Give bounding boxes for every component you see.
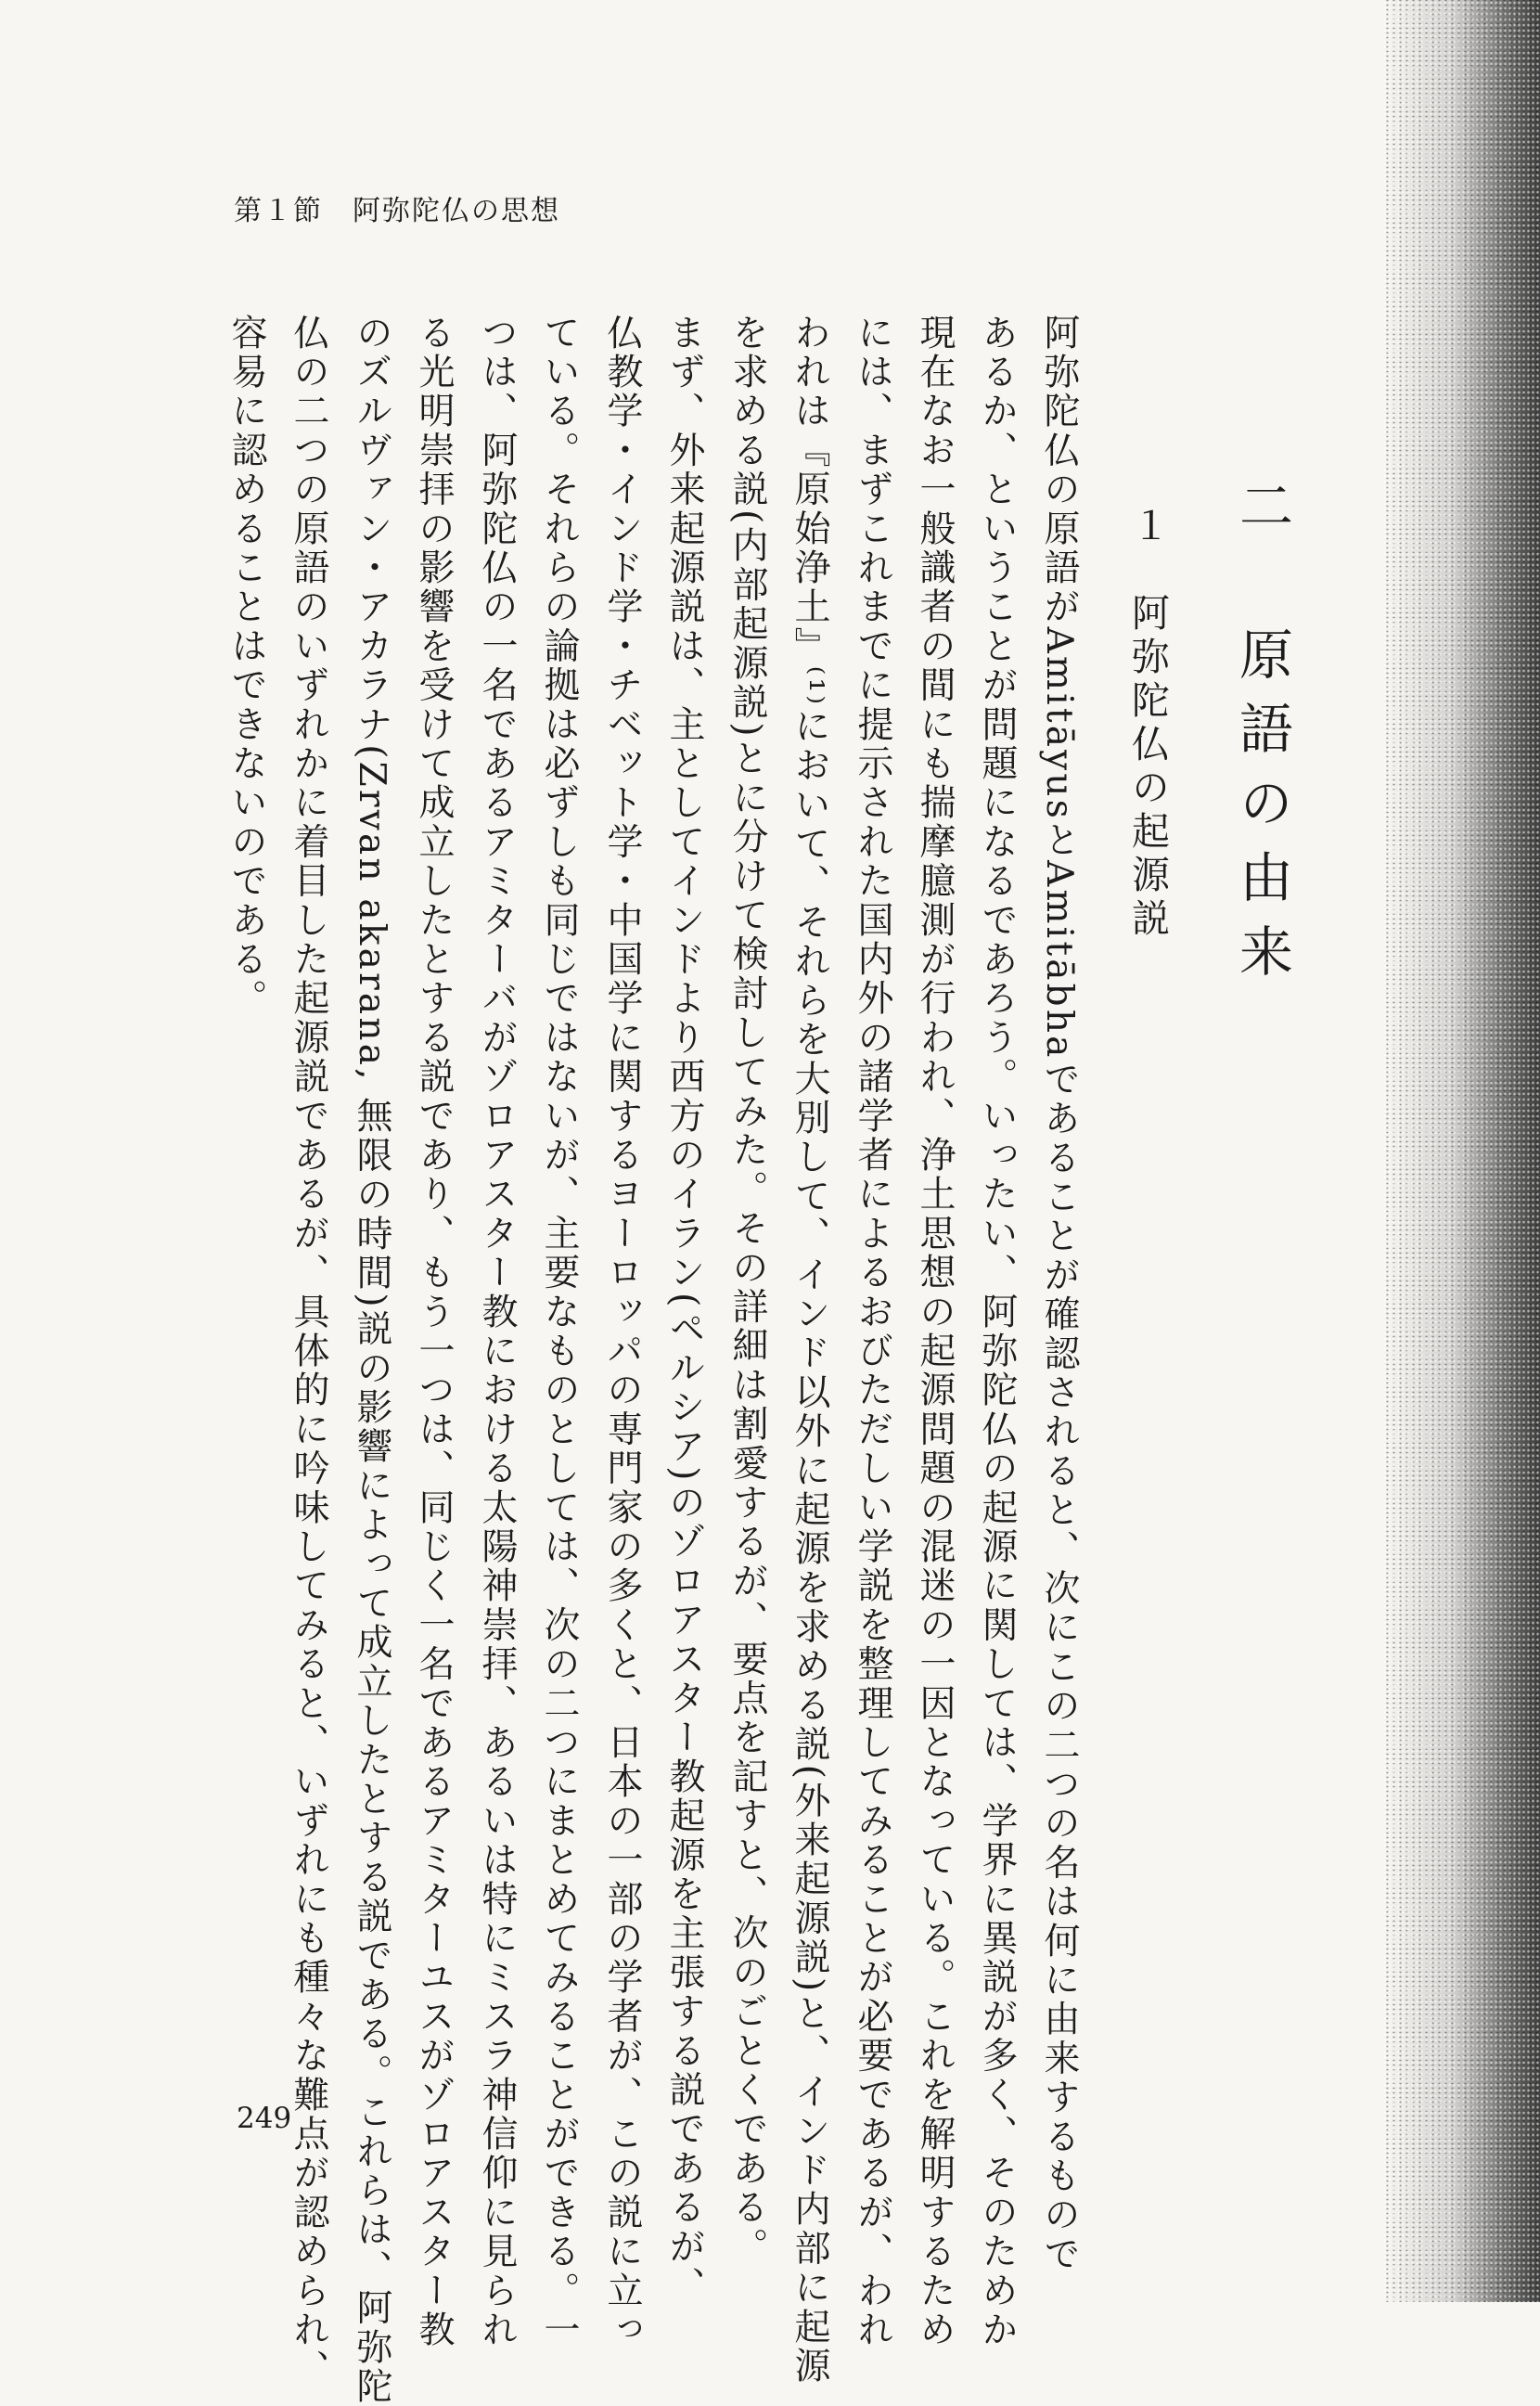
section-title: 二 原語の由来 [1230, 478, 1293, 997]
body-text-column-6: を求める説(内部起源説)とに分けて検討してみた。その詳細は割愛するが、要点を記すと、次のごとくである。 [726, 314, 768, 2267]
body-text-column-5: われは『原始浄土』⁽¹⁾において、それらを大別して、インド以外に起源を求める説(外来起源説)と、インド内部に起源 [789, 314, 830, 2387]
subsection-title: １ 阿弥陀仏の起源説 [1125, 506, 1170, 942]
body-text-column-1: 阿弥陀仏の原語がAmitāyusとAmitābhaであることが確認されると、次にこの二つの名は何に由来するもので [1038, 314, 1080, 2274]
body-text-column-7: まず、外来起源説は、主としてインドより西方のイラン(ペルシア)のゾロアスター教起源を主張する説であるが、 [663, 314, 705, 2306]
body-text-column-4: には、まずこれまでに提示された国内外の諸学者によるおびただしい学説を整理してみることが必要であるが、われ [852, 314, 893, 2350]
body-text-column-8: 仏教学・インド学・チベット学・中国学に関するヨーロッパの専門家の多くと、日本の一部の学者が、この説に立っ [601, 314, 643, 2350]
body-text-column-13: 仏の二つの原語のいずれかに着目した起源説であるが、具体的に吟味してみると、いずれにも種々な難点が認められ、 [288, 314, 329, 2389]
body-text-column-12: のズルヴァン・アカラナ(Zrvan akarana, 無限の時間)説の影響によって成立したとする説である。これらは、阿弥陀 [351, 314, 392, 2406]
page-edge-shadow [1382, 0, 1540, 2302]
page-number: 249 [237, 2102, 292, 2135]
running-head: 第１節 阿弥陀仏の思想 [234, 195, 560, 227]
body-text-column-10: つは、阿弥陀仏の一名であるアミターバがゾロアスター教における太陽神崇拝、あるいは特にミスラ神信仰に見られ [476, 314, 518, 2350]
body-text-column-11: る光明崇拝の影響を受けて成立したとする説であり、もう一つは、同じく一名であるアミターユスがゾロアスター教 [413, 314, 455, 2350]
body-text-column-9: ている。それらの論拠は必ずしも同じではないが、主要なものとしては、次の二つにまとめてみることができる。一 [538, 314, 580, 2350]
body-text-column-2: あるか、ということが問題になるであろう。いったい、阿弥陀仏の起源に関しては、学界に異説が多く、そのためか [976, 314, 1018, 2350]
body-text-column-3: 現在なお一般識者の間にも揣摩臆測が行われ、浄土思想の起源問題の混迷の一因となっている。これを解明するため [914, 314, 956, 2350]
body-text-column-14: 容易に認めることはできないのである。 [225, 314, 267, 1019]
